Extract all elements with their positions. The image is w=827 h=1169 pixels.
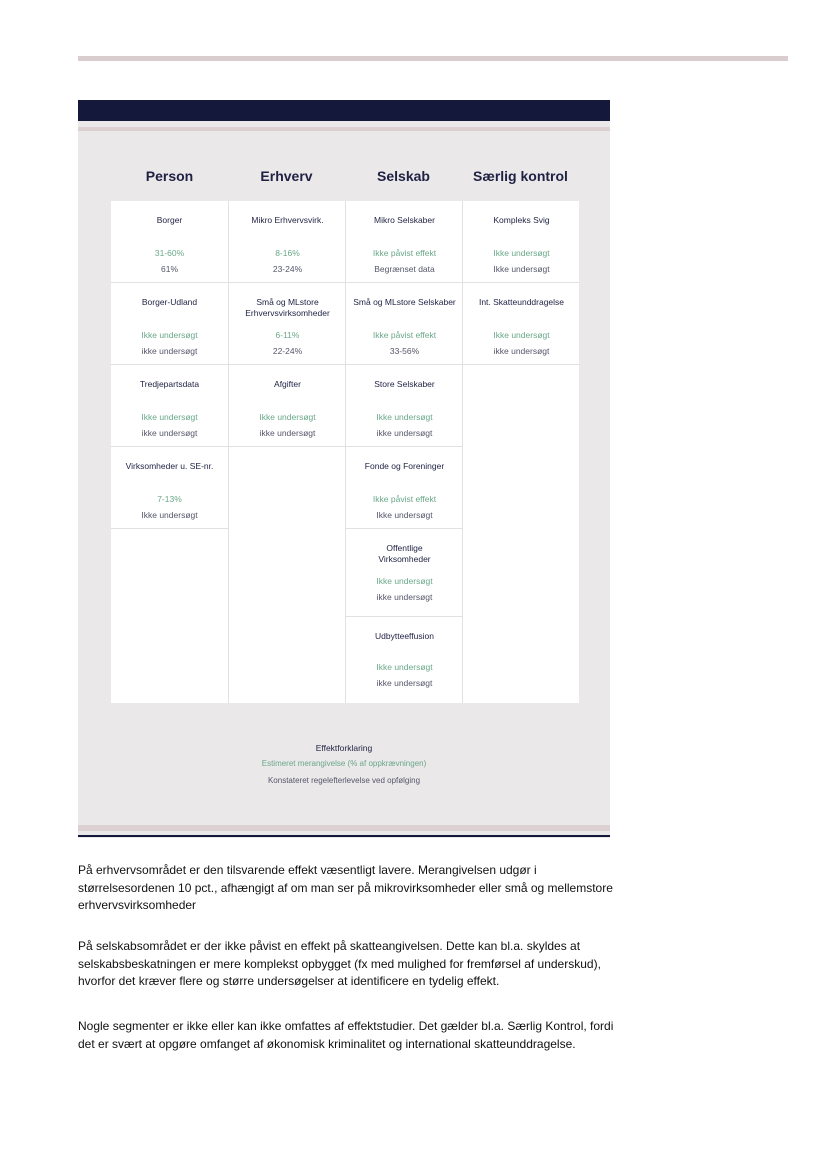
segment-name: Offentlige Virksomheder (378, 543, 431, 564)
estimated-effect: 8-16% (275, 248, 300, 258)
segment-name: Store Selskaber (374, 379, 435, 389)
segment-cell (346, 283, 463, 365)
panel-top-stripe (78, 127, 610, 131)
estimated-effect: Ikke undersøgt (376, 576, 433, 586)
estimated-effect: 7-13% (157, 494, 182, 504)
confirmed-effect: Ikke undersøgt (376, 510, 433, 520)
confirmed-effect: Ikke undersøgt (493, 264, 550, 274)
body-paragraph: Nogle segmenter er ikke eller kan ikke omfattes af effektstudier. Det gælder bl.a. Særlig Kontrol, fordi det er svært at opgøre omfanget af økonomisk kriminalitet og international skatteunddragelse. (78, 1019, 614, 1051)
estimated-effect: Ikke påvist effekt (372, 494, 437, 504)
segment-name: Mikro Erhvervsvirk. (251, 215, 324, 225)
column-person (111, 201, 228, 703)
confirmed-effect: ikke undersøgt (376, 592, 433, 602)
estimated-effect: Ikke undersøgt (376, 662, 433, 672)
estimated-effect: Ikke undersøgt (493, 248, 550, 258)
estimated-effect: Ikke undersøgt (376, 412, 433, 422)
segment-name: Int. Skatteunddragelse (478, 297, 565, 307)
segment-name: Borger-Udland (141, 297, 198, 307)
estimated-effect: Ikke undersøgt (141, 412, 198, 422)
confirmed-effect: ikke undersøgt (376, 678, 433, 688)
segment-cell (346, 529, 463, 617)
effect-overview-panel (78, 100, 610, 838)
segment-name: Små og MLstore Selskaber (353, 297, 456, 307)
segment-cell (111, 365, 228, 447)
estimated-effect: 6-11% (275, 330, 300, 340)
column-title-saerlig-kontrol: Særlig kontrol (473, 168, 568, 184)
segment-name: Kompleks Svig (493, 215, 550, 225)
confirmed-effect: ikke undersøgt (141, 428, 198, 438)
segment-cell (229, 283, 346, 365)
segment-name: Virksomheder u. SE-nr. (125, 461, 214, 471)
segment-name: Mikro Selskaber (374, 215, 435, 225)
column-title-person: Person (145, 168, 194, 184)
estimated-effect: Ikke påvist effekt (372, 248, 437, 258)
segment-cell (346, 617, 463, 703)
segment-cell (463, 201, 580, 283)
segment-name: Tredjepartsdata (139, 379, 200, 389)
confirmed-effect: ikke undersøgt (493, 346, 550, 356)
column-title-selskab: Selskab (377, 168, 430, 184)
estimated-effect: Ikke undersøgt (493, 330, 550, 340)
column-saerlig-kontrol (462, 201, 579, 703)
segment-cell (346, 447, 463, 529)
top-divider (78, 56, 788, 61)
segment-cell (229, 365, 346, 447)
confirmed-effect: 33-56% (389, 346, 420, 356)
segment-name: Fonde og Foreninger (364, 461, 445, 471)
segment-cell (111, 201, 228, 283)
confirmed-effect: ikke undersøgt (141, 346, 198, 356)
panel-header-bar (78, 100, 610, 121)
panel-bottom-line (78, 835, 610, 837)
body-paragraph: På erhvervsområdet er den tilsvarende effekt væsentligt lavere. Merangivelsen udgør i størrelsesordenen 10 pct., afhængigt af om man ser på mikrovirksomheder eller små og mellemstore erhvervsvirksomheder (78, 863, 613, 912)
confirmed-effect: 23-24% (272, 264, 303, 274)
segment-cell (111, 447, 228, 529)
panel-bottom-stripe (78, 825, 610, 831)
segment-name: Borger (156, 215, 183, 225)
segment-cell (111, 283, 228, 365)
confirmed-effect: ikke undersøgt (376, 428, 433, 438)
estimated-effect: 31-60% (154, 248, 185, 258)
segment-name: Udbytteeffusion (375, 631, 434, 641)
confirmed-effect: Ikke undersøgt (141, 510, 198, 520)
column-erhverv (228, 201, 345, 703)
confirmed-effect: Begrænset data (374, 264, 435, 274)
confirmed-effect: 22-24% (272, 346, 303, 356)
segment-name: Afgifter (274, 379, 301, 389)
column-title-erhverv: Erhverv (260, 168, 313, 184)
segment-cell (463, 283, 580, 365)
legend-estimated: Estimeret merangivelse (% af oppkrævningen) (261, 759, 427, 768)
segment-cell (229, 201, 346, 283)
confirmed-effect: 61% (160, 264, 178, 274)
body-paragraph: På selskabsområdet er der ikke påvist en effekt på skatteangivelsen. Dette kan bl.a. skyldes at selskabsbeskatningen er mere komplekst opbygget (fx med mulighed for fremførsel af underskud), hvorfor det kræver flere og større undersøgelser at identificere en tydelig effekt. (78, 939, 601, 988)
segment-cell (346, 365, 463, 447)
column-selskab (345, 201, 462, 703)
legend-confirmed: Konstateret regelefterlevelse ved opfølging (267, 776, 421, 785)
estimated-effect: Ikke undersøgt (259, 412, 316, 422)
estimated-effect: Ikke undersøgt (141, 330, 198, 340)
segment-name: Små og MLstore Erhvervsvirksomheder (245, 297, 330, 318)
legend-title: Effektforklaring (315, 743, 373, 753)
confirmed-effect: ikke undersøgt (259, 428, 316, 438)
estimated-effect: Ikke påvist effekt (372, 330, 437, 340)
segment-cell (346, 201, 463, 283)
